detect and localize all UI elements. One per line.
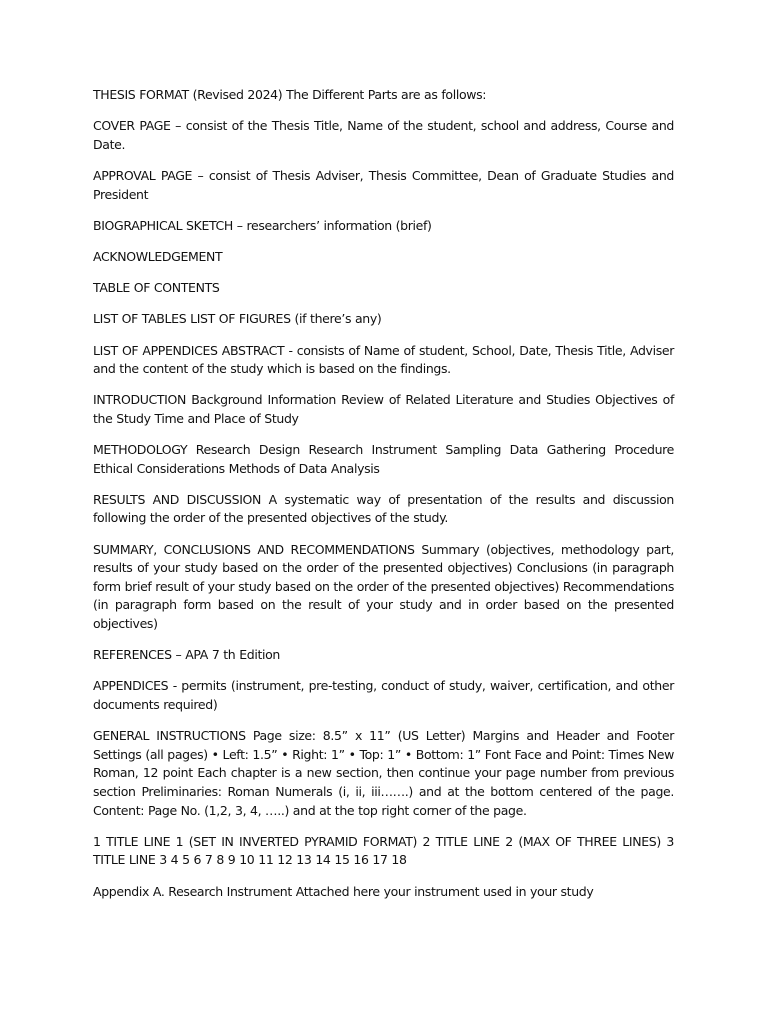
references-paragraph: REFERENCES – APA 7 th Edition xyxy=(93,647,280,663)
approval-page-paragraph: APPROVAL PAGE – consist of Thesis Adviser, Thesis Committee, Dean of Graduate Studies and President xyxy=(93,167,674,202)
cover-page-paragraph: COVER PAGE – consist of the Thesis Title, Name of the student, school and address, Course and Date. xyxy=(93,118,674,152)
list-of-tables-paragraph: LIST OF TABLES LIST OF FIGURES (if there’s any) xyxy=(93,311,382,327)
document-body xyxy=(93,86,674,914)
summary-conclusions-paragraph: SUMMARY, CONCLUSIONS AND RECOMMENDATIONS Summary (objectives, methodology part, results of your study based on the order of the presented objectives) Conclusions (in paragraph form brief result of your study based on the order of the presented objectives) Recommendations (in paragraph form based on the result of your study and in order based on the presented objectives) xyxy=(93,541,674,631)
biographical-sketch-paragraph: BIOGRAPHICAL SKETCH – researchers’ information (brief) xyxy=(93,217,432,233)
appendix-a-paragraph: Appendix A. Research Instrument Attached here your instrument used in your study xyxy=(93,883,594,899)
introduction-paragraph: INTRODUCTION Background Information Review of Related Literature and Studies Objectives of the Study Time and Place of Study xyxy=(93,392,674,426)
general-instructions-paragraph: GENERAL INSTRUCTIONS Page size: 8.5” x 11” (US Letter) Margins and Header and Footer Settings (all pages) • Left: 1.5” • Right: 1” • Top: 1” • Bottom: 1” Font Face and Point: Times New Roman, 12 point Each chapter is a new section, then continue your page number from previous section Preliminaries: Roman Numerals (i, ii, iii…….) and at the bottom centered of the page. Content: Page No. (1,2, 3, 4, …..) and at the top right corner of the page. xyxy=(93,728,674,818)
list-of-appendices-paragraph: LIST OF APPENDICES ABSTRACT - consists of Name of student, School, Date, Thesis Title, Adviser and the content of the study which is based on the findings. xyxy=(93,342,674,377)
methodology-paragraph: METHODOLOGY Research Design Research Instrument Sampling Data Gathering Procedure Ethical Considerations Methods of Data Analysis xyxy=(93,442,674,476)
table-of-contents-paragraph: TABLE OF CONTENTS xyxy=(93,280,220,296)
appendices-paragraph: APPENDICES - permits (instrument, pre-testing, conduct of study, waiver, certification, and other documents required) xyxy=(93,678,674,712)
acknowledgement-paragraph: ACKNOWLEDGEMENT xyxy=(93,248,223,264)
results-and-discussion-paragraph: RESULTS AND DISCUSSION A systematic way of presentation of the results and discussion following the order of the presented objectives of the study. xyxy=(93,491,674,526)
thesis-format-heading: THESIS FORMAT (Revised 2024) The Different Parts are as follows: xyxy=(93,87,487,102)
title-lines-paragraph: 1 TITLE LINE 1 (SET IN INVERTED PYRAMID FORMAT) 2 TITLE LINE 2 (MAX OF THREE LINES) 3 TITLE LINE 3 4 5 6 7 8 9 10 11 12 13 14 15 16 17 18 xyxy=(93,833,674,868)
